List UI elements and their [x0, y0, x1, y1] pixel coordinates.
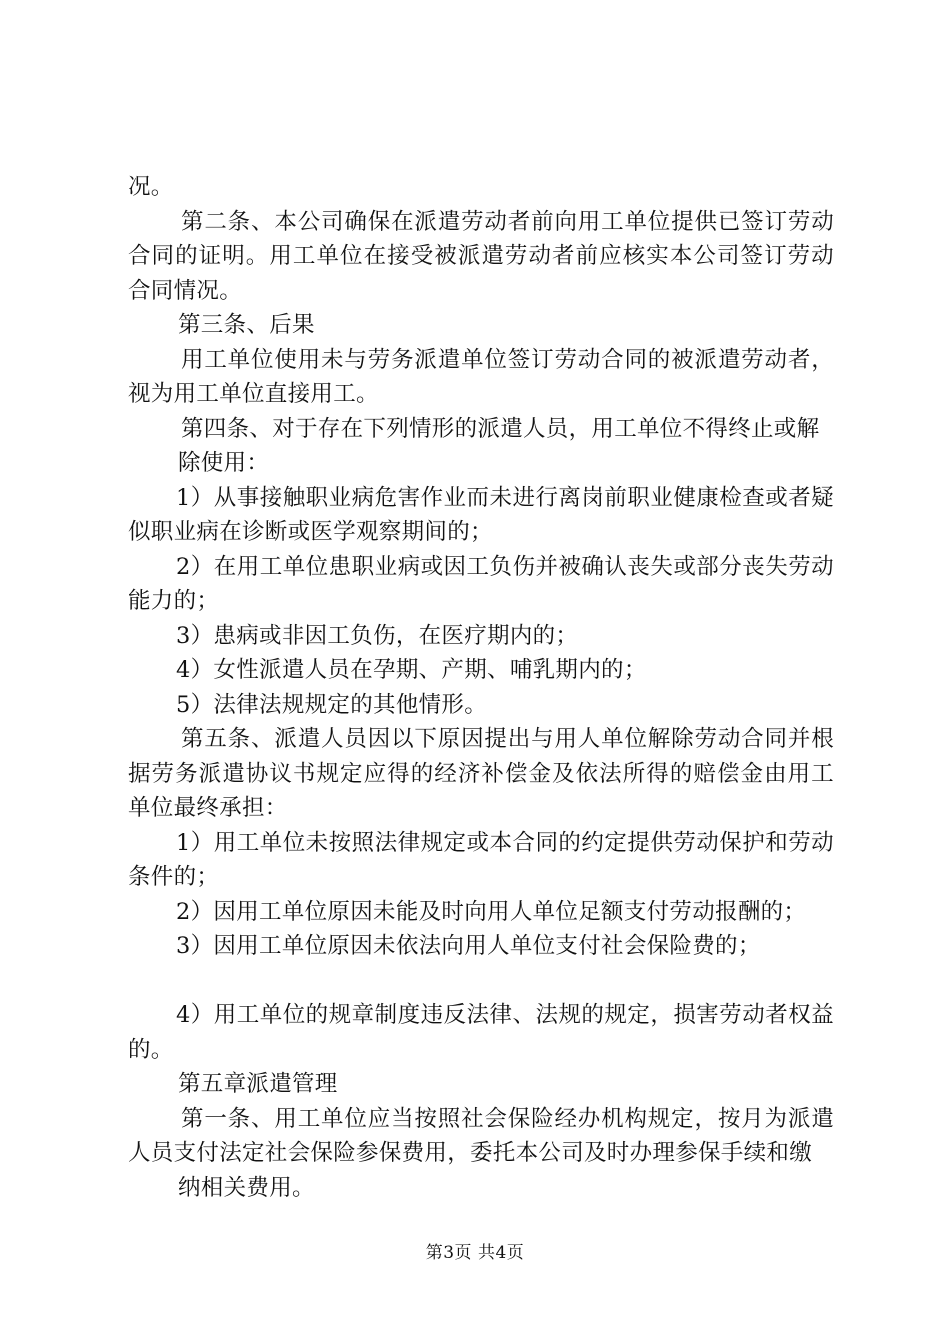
list-item-article-4-1: 1）从事接触职业病危害作业而未进行离岗前职业健康检查或者疑似职业病在诊断或医学观察期间的； [128, 484, 834, 545]
blank-line [128, 964, 834, 999]
heading-article-3: 第三条、后果 [178, 312, 315, 338]
page-number-label: 第3页 共4页 [425, 1243, 525, 1263]
paragraph-article-4: 第四条、对于存在下列情形的派遣人员，用工单位不得终止或解 [181, 415, 820, 442]
page-footer [0, 1243, 950, 1263]
heading-chapter-5: 第五章派遣管理 [178, 1071, 338, 1097]
paragraph-article-3-body: 用工单位使用未与劳务派遣单位签订劳动合同的被派遣劳动者，视为用工单位直接用工。 [128, 346, 834, 407]
list-item-article-4-3: 3）患病或非因工负伤，在医疗期内的； [176, 622, 579, 649]
list-item-article-5-1: 1）用工单位未按照法律规定或本合同的约定提供劳动保护和劳动条件的； [128, 829, 834, 890]
list-item-article-5-2: 2）因用工单位原因未能及时向用人单位足额支付劳动报酬的； [176, 898, 807, 925]
list-item-article-4-4: 4）女性派遣人员在孕期、产期、哺乳期内的； [176, 657, 647, 683]
list-item-article-5-3: 3）因用工单位原因未依法向用人单位支付社会保险费的； [176, 933, 761, 959]
paragraph-chapter-5-article-1: 第一条、用工单位应当按照社会保险经办机构规定，按月为派遣人员支付法定社会保险参保费用，委托本公司及时办理参保手续和缴 [128, 1105, 834, 1166]
list-item-article-4-2: 2）在用工单位患职业病或因工负伤并被确认丧失或部分丧失劳动能力的； [128, 553, 834, 614]
paragraph-article-4-continuation: 除使用： [178, 450, 270, 476]
paragraph-article-5: 第五条、派遣人员因以下原因提出与用人单位解除劳动合同并根据劳务派遣协议书规定应得的经济补偿金及依法所得的赔偿金由用工单位最终承担： [128, 726, 834, 821]
paragraph-chapter-5-article-1-continuation: 纳相关费用。 [178, 1174, 315, 1201]
paragraph-article-2: 第二条、本公司确保在派遣劳动者前向用工单位提供已签订劳动合同的证明。用工单位在接受被派遣劳动者前应核实本公司签订劳动合同情况。 [128, 208, 834, 304]
document-body [128, 170, 834, 1205]
list-item-article-5-4: 4）用工单位的规章制度违反法律、法规的规定，损害劳动者权益的。 [128, 1002, 834, 1063]
paragraph-continuation: 况。 [128, 174, 174, 200]
list-item-article-4-5: 5）法律法规规定的其他情形。 [176, 691, 488, 718]
